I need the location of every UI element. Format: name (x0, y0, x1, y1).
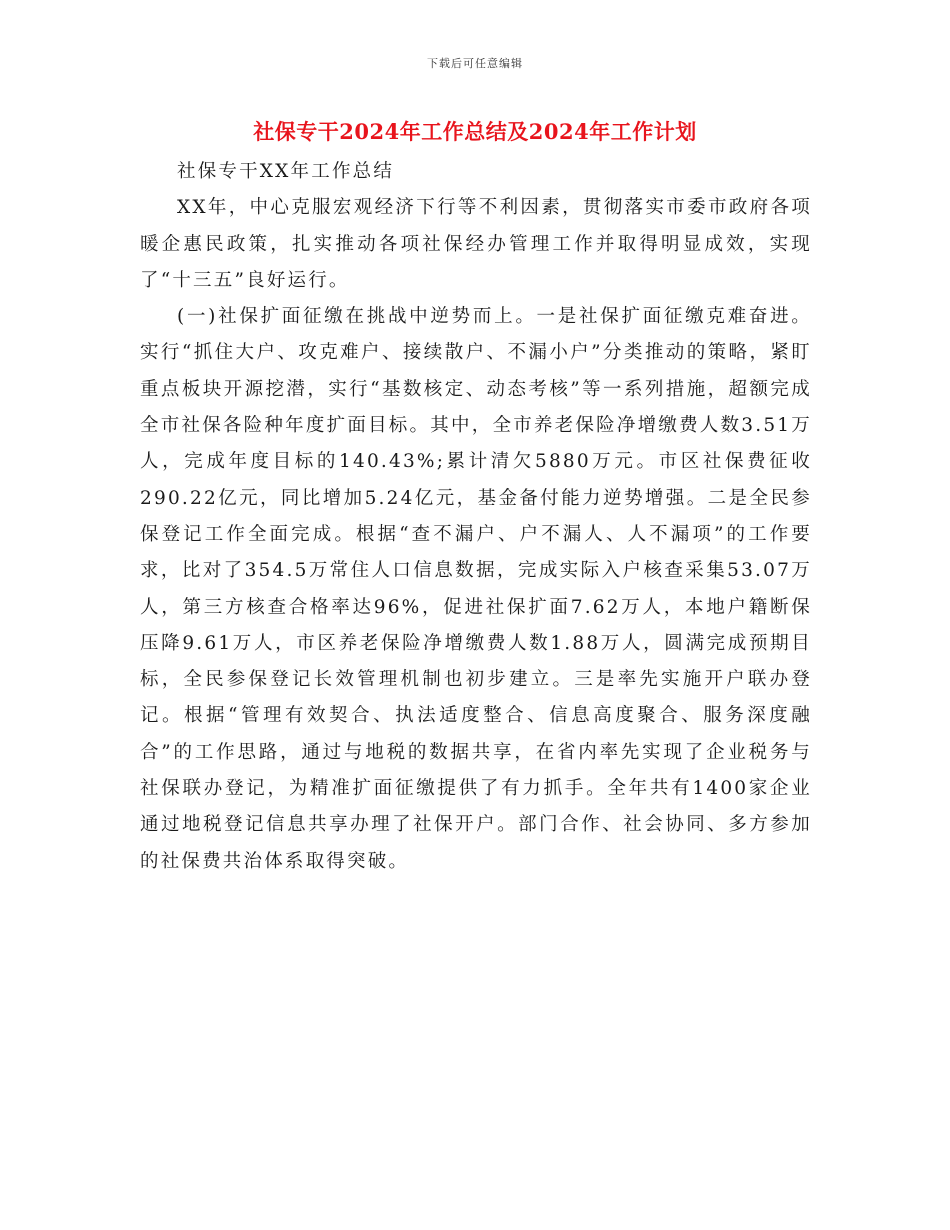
body-paragraph: (一)社保扩面征缴在挑战中逆势而上。一是社保扩面征缴克难奋进。实行“抓住大户、攻克难户、接续散户、不漏小户”分类推动的策略，紧盯重点板块开源挖潜，实行“基数核定、动态考核”等一系列措施，超额完成全市社保各险种年度扩面目标。其中，全市养老保险净增缴费人数3.51万人，完成年度目标的140.43%;累计清欠5880万元。市区社保费征收290.22亿元，同比增加5.24亿元，基金备付能力逆势增强。二是全民参保登记工作全面完成。根据“查不漏户、户不漏人、人不漏项”的工作要求，比对了354.5万常住人口信息数据，完成实际入户核查采集53.07万人，第三方核查合格率达96%，促进社保扩面7.62万人，本地户籍断保压降9.61万人，市区养老保险净增缴费人数1.88万人，圆满完成预期目标，全民参保登记长效管理机制也初步建立。三是率先实施开户联办登记。根据“管理有效契合、执法适度整合、信息高度聚合、服务深度融合”的工作思路，通过与地税的数据共享，在省内率先实现了企业税务与社保联办登记，为精准扩面征缴提供了有力抓手。全年共有1400家企业通过地税登记信息共享办理了社保开户。部门合作、社会协同、多方参加的社保费共治体系取得突破。 (140, 306, 812, 872)
header-note: 下载后可任意编辑 (427, 57, 523, 70)
section-heading: 社保专干XX年工作总结 (177, 161, 395, 182)
document-title: 社保专干2024年工作总结及2024年工作计划 (253, 119, 697, 144)
body-paragraph: XX年，中心克服宏观经济下行等不利因素，贯彻落实市委市政府各项暖企惠民政策，扎实推动各项社保经办管理工作并取得明显成效，实现了“十三五”良好运行。 (140, 197, 812, 291)
document-body (140, 154, 812, 880)
